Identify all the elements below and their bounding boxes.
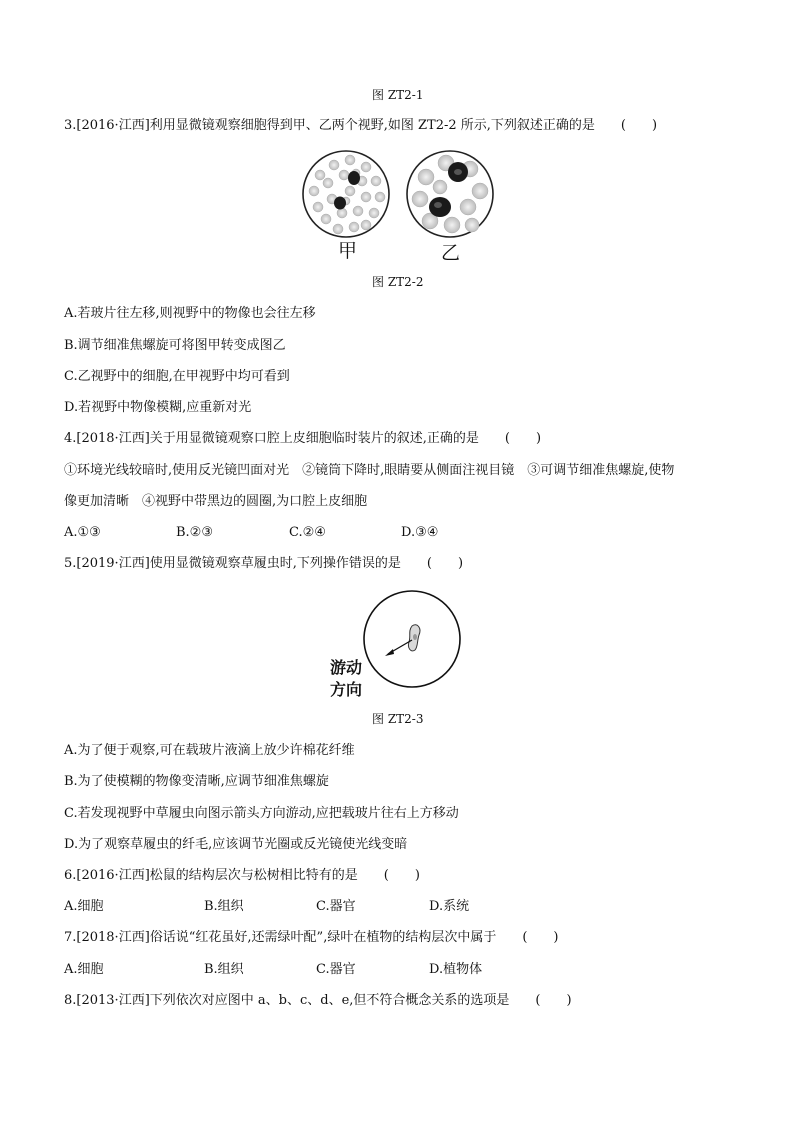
figure-zt2-3-paramecium-view [360, 588, 470, 692]
question-4-stem: 4.[2018·江西]关于用显微镜观察口腔上皮细胞临时装片的叙述,正确的是 ( ) [64, 431, 542, 446]
figure-caption-zt2-1: 图 ZT2-1 [372, 88, 424, 102]
question-4-statement-line-1: ①环境光线较暗时,使用反光镜凹面对光 ②镜筒下降时,眼睛要从侧面注视目镜 ③可调节细准焦螺旋,使物 [64, 463, 675, 478]
dark-cell [334, 197, 346, 210]
figure-zt2-2-microscope-views [300, 145, 500, 270]
question-5-stem: 5.[2019·江西]使用显微镜观察草履虫时,下列操作错误的是 ( ) [64, 556, 464, 571]
question-6-option-c: C.器官 [316, 899, 356, 914]
question-6-stem: 6.[2016·江西]松鼠的结构层次与松树相比特有的是 ( ) [64, 868, 420, 883]
question-3-option-b: B.调节细准焦螺旋可将图甲转变成图乙 [64, 338, 286, 353]
dark-cell [348, 171, 360, 185]
figure-caption-zt2-2: 图 ZT2-2 [372, 275, 424, 289]
question-7-option-c: C.器官 [316, 962, 356, 977]
question-3-stem: 3.[2016·江西]利用显微镜观察细胞得到甲、乙两个视野,如图 ZT2-2 所示,下列叙述正确的是 ( ) [64, 118, 658, 133]
view-jia [303, 151, 389, 237]
question-5-option-b: B.为了使模糊的物像变清晰,应调节细准焦螺旋 [64, 774, 329, 789]
question-7-stem: 7.[2018·江西]俗话说“红花虽好,还需绿叶配”,绿叶在植物的结构层次中属于 ( ) [64, 930, 559, 945]
question-6-option-a: A.细胞 [64, 899, 104, 914]
question-4-option-a: A.①③ [64, 525, 101, 540]
question-5-option-d: D.为了观察草履虫的纤毛,应该调节光圈或反光镜使光线变暗 [64, 837, 408, 852]
label-jia: 甲 [338, 240, 358, 262]
question-4-option-d: D.③④ [401, 525, 439, 540]
question-3-option-c: C.乙视野中的细胞,在甲视野中均可看到 [64, 369, 290, 384]
question-4-option-c: C.②④ [289, 525, 326, 540]
figure-label-swim: 游动 [330, 658, 363, 677]
label-yi: 乙 [441, 242, 461, 264]
question-4-option-b: B.②③ [176, 525, 213, 540]
question-5-option-c: C.若发现视野中草履虫向图示箭头方向游动,应把载玻片往右上方移动 [64, 806, 459, 821]
question-3-option-a: A.若玻片往左移,则视野中的物像也会往左移 [64, 306, 316, 321]
question-5-option-a: A.为了便于观察,可在载玻片液滴上放少许棉花纤维 [64, 743, 355, 758]
question-3-option-d: D.若视野中物像模糊,应重新对光 [64, 400, 252, 415]
figure-label-direction: 方向 [330, 680, 363, 699]
question-7-option-a: A.细胞 [64, 962, 104, 977]
question-8-stem: 8.[2013·江西]下列依次对应图中 a、b、c、d、e,但不符合概念关系的选项是 ( ) [64, 993, 572, 1008]
question-6-option-b: B.组织 [204, 899, 244, 914]
question-6-option-d: D.系统 [429, 899, 470, 914]
question-7-option-b: B.组织 [204, 962, 244, 977]
question-7-option-d: D.植物体 [429, 962, 483, 977]
view-yi [407, 151, 493, 237]
question-4-statement-line-2: 像更加清晰 ④视野中带黑边的圆圈,为口腔上皮细胞 [64, 494, 368, 509]
figure-caption-zt2-3: 图 ZT2-3 [372, 712, 424, 726]
